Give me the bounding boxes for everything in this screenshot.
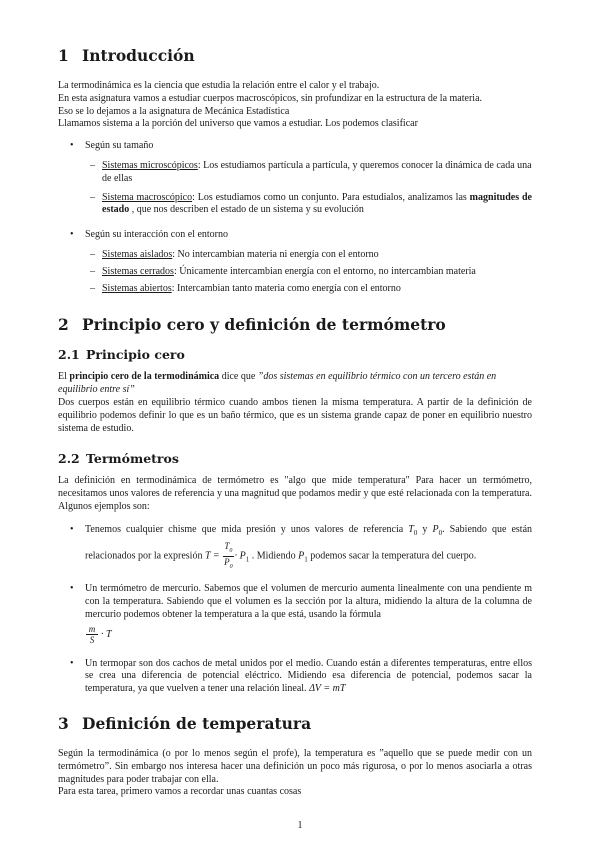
paragraph: La definición en termodinámica de termómetro es "algo que mide temperatura" Para hacer un termómetro, necesitamos unos valores de referencia y una magnitud que podamos medir y que esté relacionada con la temperatura. Algunos ejemplos son: <box>58 475 532 512</box>
text: dice que <box>219 371 258 383</box>
text: y <box>417 523 433 535</box>
section-title-text: Definición de temperatura <box>82 713 312 733</box>
sublist-item <box>58 192 532 218</box>
paragraph: Llamamos sistema a la porción del universo que vamos a estudiar. Los podemos clasificar <box>58 118 418 130</box>
subsection-title-text: Principio cero <box>86 347 185 363</box>
frac-num: m <box>86 624 98 635</box>
subsection-number: 2.2 <box>58 451 80 467</box>
sublist-interaction <box>58 249 532 295</box>
frac-den: P <box>224 556 230 567</box>
term-cerrados: Sistemas cerrados <box>102 265 174 277</box>
section-title-3 <box>58 714 532 734</box>
math-mul: · T <box>101 628 112 640</box>
text: Tenemos cualquier chisme que mida presión y unos valores de referencia <box>85 523 409 535</box>
list-item-label: Según su interacción con el entorno <box>85 229 229 241</box>
term-description: : Intercambian tanto materia como energía con el entorno <box>171 282 401 294</box>
math-var: P <box>298 550 305 562</box>
text: Un termopar son dos cachos de metal unidos por el medio. Cuando están a diferentes temperaturas, entre ellos se crea una diferencia de potencial eléctrico. Midiendo esa diferencia de potencial, podemos sacar la temperatura, ya que vuelven a tener una relación lineal. <box>85 657 532 695</box>
section-number: 3 <box>58 713 69 733</box>
section-number: 2 <box>58 315 69 335</box>
paragraph: Según la termodinámica (o por lo menos según el profe), la temperatura es ”aquello que se puede medir con un termómetro”. Sin embargo nos interesa hacer una definición un poco más rigurosa, o por lo menos asociarla a otras magnitudes para poder trabajar con ella. <box>58 747 532 785</box>
subsection-number: 2.1 <box>58 347 80 363</box>
math-sub: 1 <box>245 555 250 564</box>
math-sub: 0 <box>438 528 443 537</box>
bold-term: principio cero de la termodinámica <box>69 371 220 383</box>
sublist-size <box>58 160 532 217</box>
term-aislados: Sistemas aislados <box>102 248 173 260</box>
math-eq: ΔV = mT <box>309 683 346 695</box>
term-description: , que nos describen el estado de un sistema y su evolución <box>129 204 364 216</box>
math-eq: T = <box>204 550 220 562</box>
text: El <box>58 371 70 383</box>
sublist-item <box>58 283 532 296</box>
list-item <box>58 658 532 696</box>
term-description: : Los estudiamos partícula a partícula, y queremos conocer la dinámica de cada una de ellas <box>102 159 532 184</box>
fraction-T0-P0 <box>223 541 234 572</box>
subsection-title-text: Termómetros <box>86 451 179 467</box>
list-item <box>58 229 532 295</box>
sublist-item <box>58 249 532 262</box>
paragraph: La termodinámica es la ciencia que estudia la relación entre el calor y el trabajo. <box>58 80 380 91</box>
paragraph: En esta asignatura vamos a estudiar cuerpos macroscópicos, sin profundizar en la estructura de la materia. <box>58 92 483 104</box>
sublist-item <box>58 160 532 186</box>
paragraph: Eso se lo dejamos a la asignatura de Mecánica Estadística <box>58 105 290 117</box>
math-sub: 0 <box>229 563 233 570</box>
term-description: : Los estudiamos como un conjunto. Para estudialos, analizamos las <box>192 191 470 203</box>
frac-num: T <box>224 540 230 551</box>
term-macro: Sistema macroscópico <box>102 191 193 203</box>
text: Un termómetro de mercurio. Sabemos que el volumen de mercurio aumenta linealmente con una pendiente m con la temperatura. Sabiendo que el volumen es la sección por la altura, midiendo la altura de la columna de mercurio podemos obtener la temperatura a la que está, usando la fórmula <box>85 583 532 620</box>
section-title-2 <box>58 315 532 335</box>
term-abiertos: Sistemas abiertos <box>102 282 172 294</box>
list-item-label: Según su tamaño <box>85 140 154 152</box>
math-mul: · P <box>234 550 246 562</box>
list-item <box>58 140 532 217</box>
math-var: P <box>432 523 439 535</box>
paragraph: Para esta tarea, primero vamos a recordar unas cuantas cosas <box>58 786 302 798</box>
text: . Midiendo <box>249 550 299 562</box>
subsection-title-2-2 <box>58 451 532 467</box>
text: podemos sacar la temperatura del cuerpo. <box>307 550 477 562</box>
paragraph: Dos cuerpos están en equilibrio térmico cuando ambos tienen la misma temperatura. A partir de la definición de equilibrio podemos definir lo que es un baño térmico, que es un sistema grande capaz de poner en equilibrio nuestro sistema de estudio. <box>58 396 532 434</box>
list-item <box>58 522 532 572</box>
term-description: : No intercambian materia ni energía con el entorno <box>172 248 379 260</box>
sublist-item <box>58 266 532 279</box>
frac-den: S <box>89 634 95 645</box>
section-title-text: Introducción <box>82 46 195 65</box>
text: . Sabiendo que están relacionados por la expresión <box>85 523 533 562</box>
section-title-text: Principio cero y definición de termómetro <box>82 315 446 335</box>
term-micro: Sistemas microscópicos <box>102 159 198 171</box>
page-number: 1 <box>297 820 303 831</box>
term-description: : Únicamente intercambian energía con el entorno, no intercambian materia <box>173 265 476 277</box>
list-item <box>58 583 532 657</box>
italic-quote: ”dos sistemas en equilibrio térmico con un tercero están en equilibrio entre sí” <box>58 371 497 396</box>
subsection-title-2-1 <box>58 347 532 363</box>
fraction-m-S <box>86 624 98 645</box>
math-var: T <box>408 523 414 535</box>
classification-list <box>58 140 532 295</box>
bold-term: magnitudes de estado <box>102 191 532 216</box>
math-sub: 0 <box>229 547 233 554</box>
section-number: 1 <box>58 46 69 65</box>
thermometer-examples-list <box>58 522 532 696</box>
section-title-1 <box>58 46 532 66</box>
math-sub: 1 <box>304 555 308 564</box>
math-sub: 0 <box>413 528 418 537</box>
document-page <box>58 46 532 799</box>
paragraph <box>58 371 532 397</box>
